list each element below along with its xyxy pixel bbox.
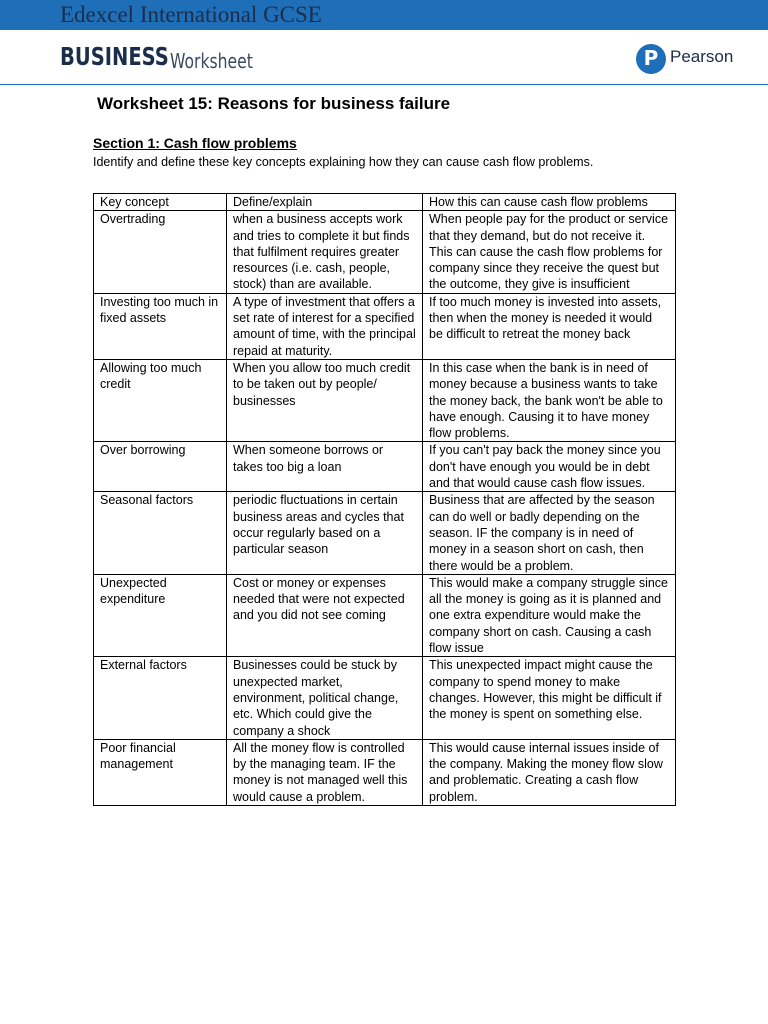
definition-cell: When someone borrows or takes too big a loan — [227, 442, 423, 492]
explanation-cell: If too much money is invested into assets, then when the money is needed it would be difficult to retreat the money back — [423, 293, 676, 359]
definition-cell: periodic fluctuations in certain business areas and cycles that occur regularly based on a particular season — [227, 492, 423, 574]
definition-cell: All the money flow is controlled by the managing team. IF the money is not managed well this would cause a problem. — [227, 739, 423, 805]
key-concept-cell: Allowing too much credit — [94, 359, 227, 441]
key-concept-cell: Over borrowing — [94, 442, 227, 492]
explanation-cell: If you can't pay back the money since you don't have enough you would be in debt and that would cause cash flow issues. — [423, 442, 676, 492]
key-concept-cell: External factors — [94, 657, 227, 739]
worksheet-header — [0, 30, 768, 85]
table-row — [94, 211, 676, 293]
column-header: How this can cause cash flow problems — [423, 194, 676, 211]
key-concept-cell: Unexpected expenditure — [94, 574, 227, 656]
definition-cell: A type of investment that offers a set rate of interest for a specified amount of time, with the principal repaid at maturity. — [227, 293, 423, 359]
concepts-table — [93, 193, 676, 806]
explanation-cell: When people pay for the product or service that they demand, but do not receive it. This can cause the cash flow problems for company since they receive the quest but the outcome, they give is insufficient — [423, 211, 676, 293]
definition-cell: Cost or money or expenses needed that were not expected and you did not see coming — [227, 574, 423, 656]
subject-title: BUSINESS — [60, 42, 169, 71]
table-row — [94, 293, 676, 359]
table-row — [94, 359, 676, 441]
table-row — [94, 657, 676, 739]
top-brand-bar — [0, 0, 768, 30]
definition-cell: Businesses could be stuck by unexpected market, environment, political change, etc. Which could give the company a shock — [227, 657, 423, 739]
key-concept-cell: Seasonal factors — [94, 492, 227, 574]
explanation-cell: This unexpected impact might cause the company to spend money to make changes. However, this might be difficult if the money is spent on something else. — [423, 657, 676, 739]
pearson-logo-icon — [636, 44, 666, 74]
key-concept-cell: Investing too much in fixed assets — [94, 293, 227, 359]
table-row — [94, 574, 676, 656]
logo-letter: P — [643, 46, 659, 70]
section-instructions: Identify and define these key concepts explaining how they can cause cash flow problems. — [93, 155, 594, 169]
table-row — [94, 442, 676, 492]
definition-cell: when a business accepts work and tries to complete it but finds that fulfilment requires greater resources (i.e. cash, people, stock) than are available. — [227, 211, 423, 293]
pearson-logo-text: Pearson — [670, 47, 734, 66]
explanation-cell: In this case when the bank is in need of money because a business wants to take the money back, the bank won't be able to have enough. Causing it to have money flow problems. — [423, 359, 676, 441]
explanation-cell: This would cause internal issues inside of the company. Making the money flow slow and problematic. Creating a cash flow problem. — [423, 739, 676, 805]
explanation-cell: Business that are affected by the season can do well or badly depending on the season. IF the company is in need of money in a season short on cash, then there would be a problem. — [423, 492, 676, 574]
table-row — [94, 739, 676, 805]
table-row — [94, 492, 676, 574]
column-header: Key concept — [94, 194, 227, 211]
section-title: Section 1: Cash flow problems — [93, 135, 297, 151]
explanation-cell: This would make a company struggle since all the money is going as it is planned and one extra expenditure would make the company short on cash. Causing a cash flow issue — [423, 574, 676, 656]
table-header-row — [94, 194, 676, 211]
definition-cell: When you allow too much credit to be taken out by people/ businesses — [227, 359, 423, 441]
key-concept-cell: Poor financial management — [94, 739, 227, 805]
key-concept-cell: Overtrading — [94, 211, 227, 293]
brand-title: Edexcel International GCSE — [60, 2, 322, 27]
subject-subtitle: Worksheet — [170, 49, 253, 73]
worksheet-title: Worksheet 15: Reasons for business failure — [97, 94, 451, 113]
column-header: Define/explain — [227, 194, 423, 211]
